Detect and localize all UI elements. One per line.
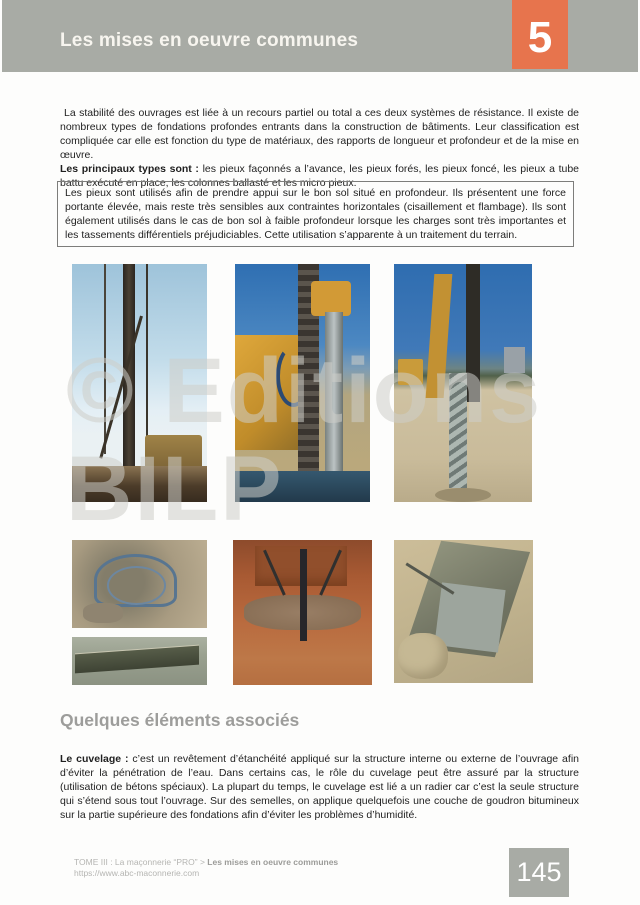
watermark-line2: BILP [66,438,284,540]
footer [74,857,338,879]
cuvelage-paragraph [60,752,579,822]
cuvelage-paragraph-lead: Le cuvelage : [60,752,129,765]
intro-paragraph: La stabilité des ouvrages est liée à un recours partiel ou total a ces deux systèmes de résistance. Il existe de nombreux types de fondations profondes entrants dans la construction de bâtiments. Leur classification est compliquée car elle est fonction du type de matériaux, des rapports de longueur et profondeur et de la mise en œuvre. [60,106,579,161]
page-number-box [509,848,569,897]
photo-footing-formwork [72,637,207,685]
watermark-line1: © Editions [66,340,543,442]
pieux-note-box: Les pieux sont utilisés afin de prendre appui sur le bon sol situé en profondeur. Ils présentent une force portante élevée, mais reste très sensibles aux contraintes horizontales (cisaillement et flambage). Ils sont également utilisés dans le cas de bon sol à faible profondeur lorsque les charges sont très importantes et les tassements différentiels préjudiciables. Cette utilisation s’apparente à un traitement du terrain. [57,181,574,247]
photo-concrete-trench [394,540,533,683]
breadcrumb-prefix: TOME III : La maçonnerie “PRO” > [74,857,208,867]
footer-breadcrumb [74,857,338,868]
photo-rebar-excavation [72,540,207,628]
chapter-number: 5 [527,12,553,62]
photo-auger-drill-rig [394,264,532,502]
page-number: 145 [516,857,562,887]
types-paragraph-lead: Les principaux types sont : [60,162,199,175]
cuvelage-paragraph-rest: c’est un revêtement d’étanchéité appliqué sur la structure interne ou externe de l’ouvrage afin d’éviter la pénétration de l’eau. Dans certains cas, le rôle du cuvelage peut être assuré par la structure (utilisation de bétons spéciaux). La plupart du temps, le cuvelage est lié a un radier car c’est la seule structure qui s’étend sous tout l’ouvrage. Sur des semelles, on applique quelquefois une couche de goudron bitumineux sur la partie supérieure des fondations afin d’éviter les problèmes d’humidité. [60,752,579,821]
section-heading: Quelques éléments associés [60,710,300,730]
page-title: Les mises en oeuvre communes [60,30,359,51]
photo-drill-rig-closeup [235,264,370,502]
photo-red-earth-trench-pump [233,540,372,685]
chapter-number-box [512,0,568,69]
types-paragraph-rest: les pieux façonnés a l’avance, les pieux forés, les pieux foncé, les pieux a tube battu exécuté en place, les colonnes ballasté et les micro pieux. [60,162,580,189]
photo-pile-driving-rig-silhouette [72,264,207,502]
footer-url: https://www.abc-maconnerie.com [74,868,200,878]
breadcrumb-current: Les mises en oeuvre communes [207,857,339,867]
